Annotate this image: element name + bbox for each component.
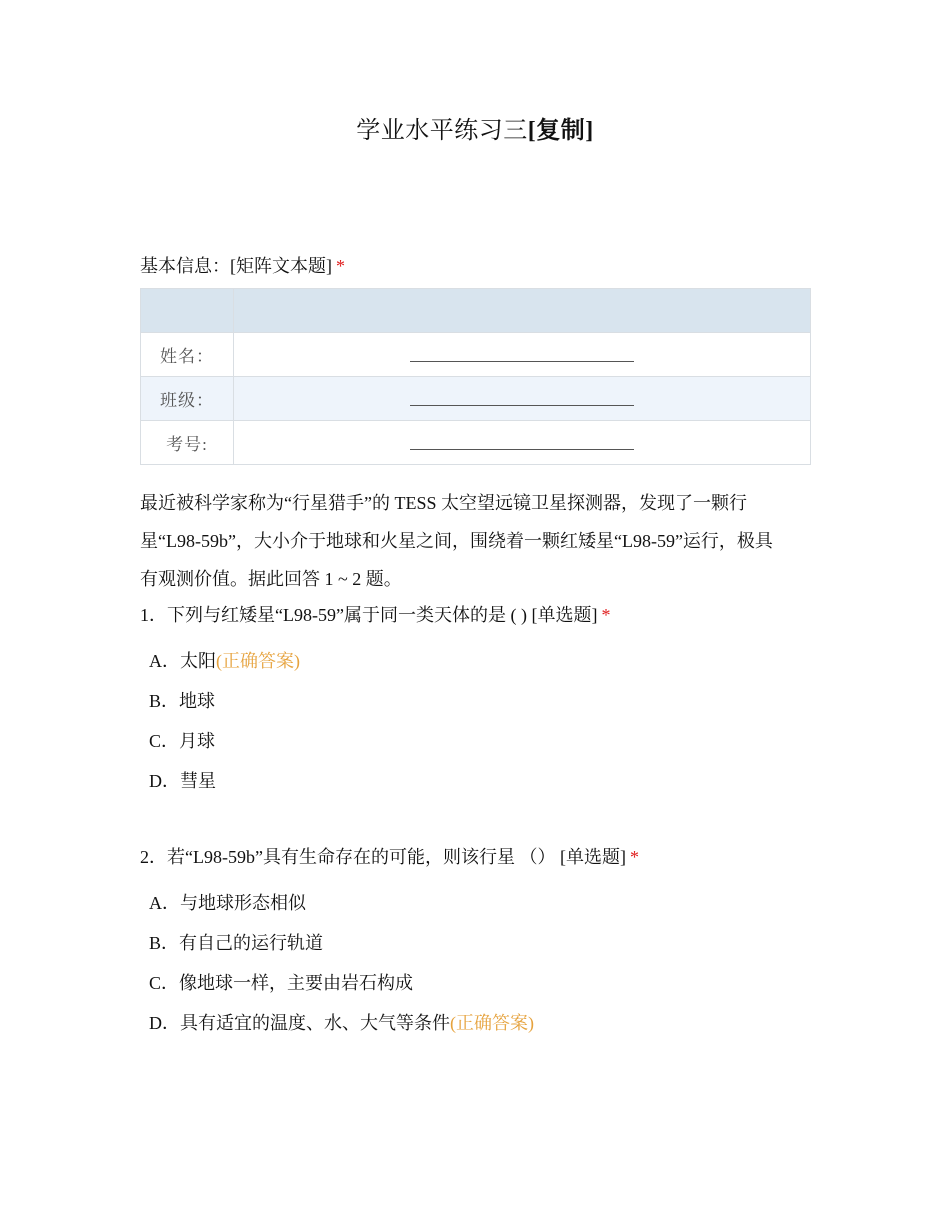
option-text: D．彗星	[149, 771, 216, 791]
option-text: A．与地球形态相似	[149, 893, 306, 913]
required-mark: *	[601, 605, 611, 625]
matrix-row-label: 班级：	[141, 377, 234, 421]
matrix-header-row	[141, 289, 811, 333]
correct-answer-tag: (正确答案)	[216, 651, 300, 671]
exam-number-input[interactable]	[410, 437, 634, 450]
question-2-stem	[140, 843, 639, 869]
basic-info-label-text: 基本信息：[矩阵文本题]	[140, 256, 332, 276]
passage-line: 有观测价值。据此回答 1 ~ 2 题。	[140, 569, 402, 589]
name-input-cell[interactable]	[234, 333, 811, 377]
correct-answer-tag: (正确答案)	[450, 1013, 534, 1033]
exam-number-input-cell[interactable]	[234, 421, 811, 465]
matrix-row-exam-number	[141, 421, 811, 465]
required-mark: *	[629, 847, 639, 867]
title-main: 学业水平练习三	[356, 118, 528, 144]
matrix-header-cell	[141, 289, 234, 333]
question-2-option-a[interactable]	[149, 889, 306, 915]
matrix-row-label: 考号:	[141, 421, 234, 465]
question-2-option-d[interactable]	[149, 1009, 534, 1035]
option-text: C．像地球一样，主要由岩石构成	[149, 973, 414, 993]
required-mark: *	[336, 256, 345, 276]
matrix-row-label: 姓名：	[141, 333, 234, 377]
matrix-header-cell	[234, 289, 811, 333]
name-input[interactable]	[410, 349, 634, 362]
title-suffix: [复制]	[527, 118, 594, 144]
question-1-option-b[interactable]	[149, 687, 215, 713]
matrix-row-class	[141, 377, 811, 421]
question-stem-text: 1．下列与红矮星“L98-59”属于同一类天体的是 ( ) [单选题]	[140, 605, 598, 625]
question-2-option-b[interactable]	[149, 929, 323, 955]
reading-passage	[140, 484, 805, 598]
question-2-option-c[interactable]	[149, 969, 413, 995]
matrix-row-name	[141, 333, 811, 377]
basic-info-label	[140, 252, 345, 278]
option-text: C．月球	[149, 731, 216, 751]
option-text: B．有自己的运行轨道	[149, 933, 324, 953]
question-1-stem	[140, 601, 610, 627]
option-text: D．具有适宜的温度、水、大气等条件	[149, 1013, 450, 1033]
question-1-option-a[interactable]	[149, 647, 300, 673]
question-1-option-d[interactable]	[149, 767, 216, 793]
class-input[interactable]	[410, 393, 634, 406]
option-text: A．太阳	[149, 651, 216, 671]
page-title	[0, 110, 950, 145]
option-text: B．地球	[149, 691, 216, 711]
class-input-cell[interactable]	[234, 377, 811, 421]
question-stem-text: 2．若“L98-59b”具有生命存在的可能，则该行星 （） [单选题]	[140, 847, 626, 867]
question-1-option-c[interactable]	[149, 727, 215, 753]
basic-info-matrix	[140, 288, 811, 465]
passage-line: 星“L98-59b”，大小介于地球和火星之间，围绕着一颗红矮星“L98-59”运行，极具	[140, 531, 773, 551]
passage-line: 最近被科学家称为“行星猎手”的 TESS 太空望远镜卫星探测器，发现了一颗行	[140, 493, 747, 513]
